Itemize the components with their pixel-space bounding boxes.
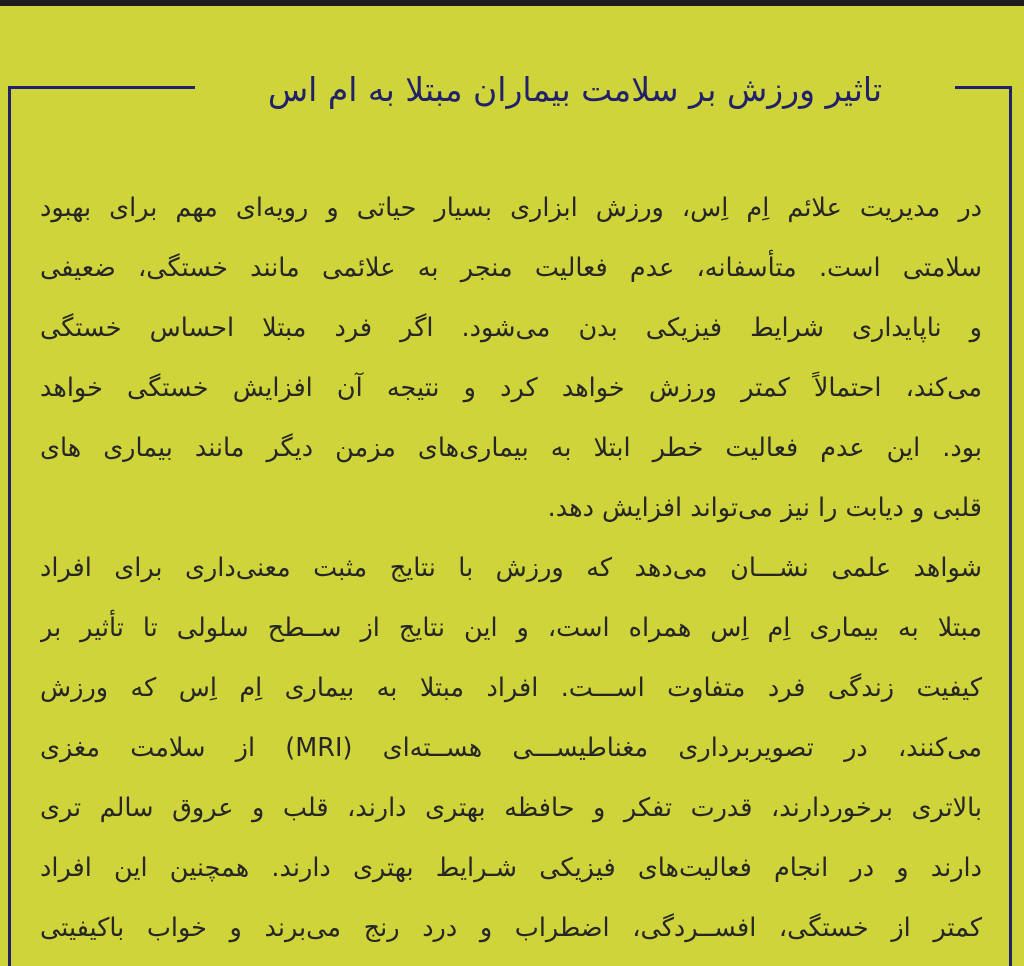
paragraph-1-line: بود. این عدم فعالیت خطر ابتلا به بیماری‌های مزمن دیگر مانند بیماری های	[40, 433, 982, 463]
paragraph-2-line: می‌کنند، در تصویربرداری مغناطیســـی هســته‌ای (MRI) از سلامت مغزی	[40, 733, 982, 763]
paragraph-2-line: کمتر از خستگی، افســردگی، اضطراب و درد رنج می‌برند و خواب باکیفیتی	[40, 913, 982, 943]
paragraph-1-line: سلامتی است. متأسفانه، عدم فعالیت منجر به علائمی مانند خستگی، ضعیفی	[40, 253, 982, 283]
paragraph-1-line: قلبی و دیابت را نیز می‌تواند افزایش دهد.	[547, 493, 982, 523]
paragraph-2-line: مبتلا به بیماری اِم اِس همراه است، و این نتایج از ســطح سلولی تا تأثیر بر	[40, 613, 982, 643]
paragraph-2-line: دارند و در انجام فعالیت‌های فیزیکی شـرایط بهتری دارند. همچنین این افراد	[40, 853, 982, 883]
article-body	[40, 178, 982, 958]
paragraph-2-line: کیفیت زندگی فرد متفاوت اســـت. افراد مبتلا به بیماری اِم اِس که ورزش	[40, 673, 982, 703]
paragraph-1-line: و ناپایداری شرایط فیزیکی بدن می‌شود. اگر فرد مبتلا احساس خستگی	[40, 313, 982, 343]
paragraph-2-line: بالاتری برخوردارند، قدرت تفکر و حافظه بهتری دارند، قلب و عروق سالم تری	[40, 793, 982, 823]
paragraph-1-line: در مدیریت علائم اِم اِس، ورزش ابزاری بسیار حیاتی و رویه‌ای مهم برای بهبود	[40, 193, 982, 223]
page-title: تاثیر ورزش بر سلامت بیماران مبتلا به ام اس	[267, 69, 883, 109]
top-bar	[0, 0, 1024, 6]
paragraph-2-line: شواهد علمی نشـــان می‌دهد که ورزش با نتایج مثبت معنی‌داری برای افراد	[40, 553, 982, 583]
title-area	[195, 66, 955, 112]
paragraph-1-line: می‌کند، احتمالاً کمتر ورزش خواهد کرد و نتیجه آن افزایش خستگی خواهد	[40, 373, 982, 403]
